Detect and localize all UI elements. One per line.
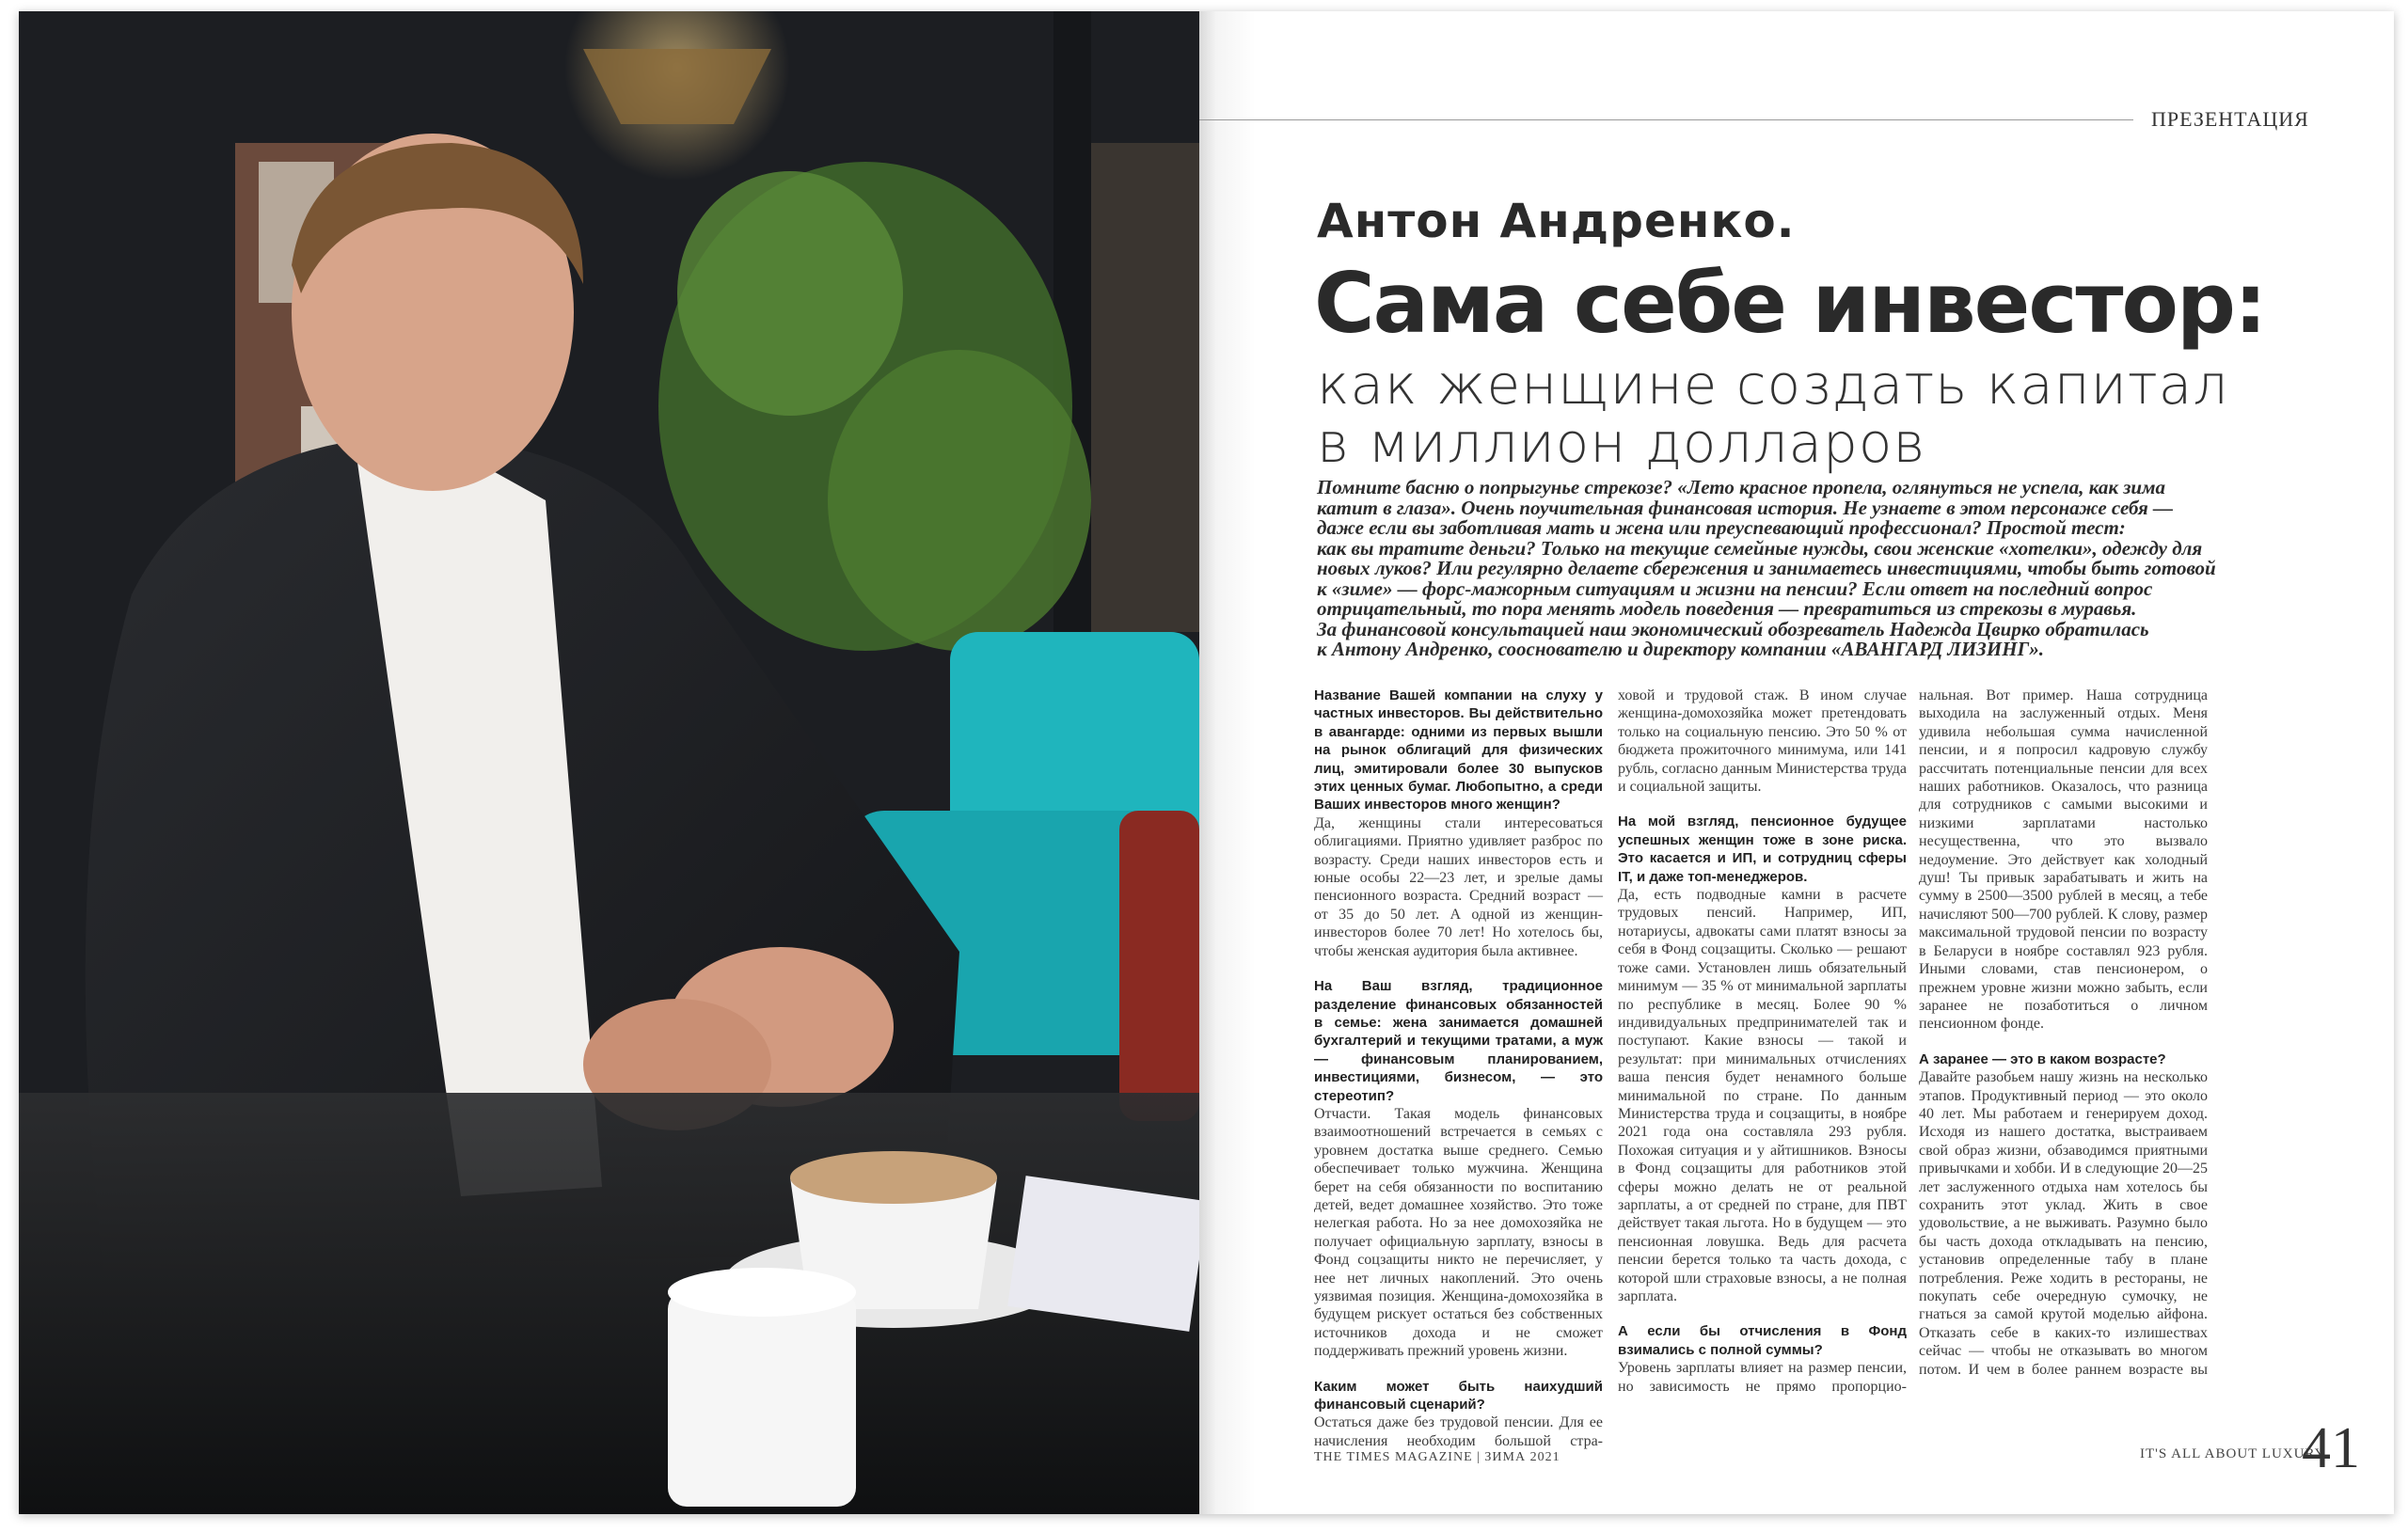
- footer-magazine: THE TIMES MAGAZINE | ЗИМА 2021: [1314, 1450, 1560, 1464]
- article-subtitle: [1317, 353, 2229, 475]
- interview-answer: Да, есть подводные камни в расчете трудовых пенсий. Например, ИП, нотариусы, адвокаты сами платят взносы за себя в Фонд соцзащиты. Сколько — решают тоже сами. Установлен лишь обязательный минимум — 35 % от минимальной зарплаты по республике в месяц. Более 90 % индивидуальных предпринимателей так и поступают. Какие взносы — такой и результат: при минимальных отчислениях ваша пенсия будет ненамного больше минимальной по стране. По данным Министерства труда и соцзащиты, в ноябре 2021 года она составляла 293 рубля. Похожая ситуация и у айтишников. Взносы в Фонд соцзащиты для работников этой сферы можно делать не от реальной зарплаты, а от средней по стране, для ПВТ действует такая льгота. Но в будущем — это пенсионная ловушка. Ведь для расчета пенсии берется только та часть дохода, с которой шли страховые взносы, а не полная зарплата.: [1618, 887, 1907, 1304]
- lead-line: как вы тратите деньги? Только на текущие семейные нужды, свои женские «хотелки», одежду для: [1317, 536, 2203, 560]
- article-page: [1199, 11, 2394, 1514]
- lead-line: к Антону Андренко, сооснователю и директору компании «АВАНГАРД ЛИЗИНГ».: [1317, 638, 2044, 660]
- interview-question: Каким может быть наихудший финансовый сценарий?: [1314, 1378, 1603, 1414]
- interview-question: А если бы отчисления в Фонд взимались с полной суммы?: [1618, 1323, 1907, 1358]
- text-column-1: [1314, 687, 1603, 1450]
- footer-slogan: IT'S ALL ABOUT LUXURY: [2140, 1446, 2326, 1461]
- text-column-3: [1919, 687, 2208, 1379]
- interview-question: На мой взгляд, пенсионное будущее успешных женщин тоже в зоне риска. Это касается и ИП, и сотрудниц сферы IT, и даже топ-менеджеров.: [1618, 813, 1907, 885]
- magazine-spread: [19, 11, 2394, 1514]
- interview-answer: Остаться даже без трудовой пенсии. Для ее начисления необходим большой стра-: [1314, 1414, 1603, 1449]
- interview-answer: Отчасти. Такая модель финансовых взаимоотношений встречается в семьях с уровнем достатка выше среднего. Семью обеспечивает только мужчина. Женщина берет на себя обязанности по воспитанию детей, ведет домашнее хозяйство. Это тоже нелегкая работа. Но за нее домохозяйка не получает официальную зарплату, взносы в Фонд соцзащиты никто не перечисляет, у нее нет личных накоплений. Это очень уязвимая позиция. Женщина-домохозяйка в будущем рискует остаться без собственных источников дохода и не сможет поддерживать прежний уровень жизни.: [1314, 1105, 1603, 1360]
- article-author: Антон Андренко.: [1317, 194, 1796, 248]
- interview-question: Название Вашей компании на слуху у частных инвесторов. Вы действительно в авангарде: одними из первых вышли на рынок облигаций для физических лиц, эмитировали более 30 выпусков этих ценных бумаг. Любопытно, а среди Ваших инвесторов много женщин?: [1314, 687, 1603, 813]
- header-rule: [1199, 119, 2133, 120]
- text-column-2: [1618, 687, 1907, 1396]
- interview-answer: нальная. Вот пример. Наша сотрудница выходила на заслуженный отдых. Меня удивила небольшая сумма начисленной пенсии, и я попросил кадровую службу рассчитать потенциальные пенсии для всех наших работников. Оказалось, что разница для сотрудников с самыми высокими и низкими зарплатами настолько несущественна, что это вызвало недоумение. Это действует как холодный душ! Ты привык зарабатывать и жить на сумму в 2500—3500 рублей в месяц, а тебе начисляют 500—700 рублей. К слову, размер максимальной трудовой пенсии по возрасту в Беларуси в ноябре составлял 923 рубля. Иными словами, став пенсионером, о прежнем уровне жизни можно забыть, если заранее не позаботиться о личном пенсионном фонде.: [1919, 687, 2208, 1033]
- article-lead: [1317, 478, 2333, 660]
- interview-answer: Да, женщины стали интересоваться облигациями. Приятно удивляет разброс по возрасту. Среди наших инвесторов есть и юные особы 22—23 лет, и зрелые дамы пенсионного возраста. Средний возраст — от 35 до 50 лет. А одной из женщин-инвесторов более 70 лет! Но хотелось бы, чтобы женская аудитория была активнее.: [1314, 814, 1603, 959]
- interview-answer: Уровень зарплаты влияет на размер пенсии, но зависимость не прямо пропорцио-: [1618, 1360, 1907, 1395]
- lead-line: даже если вы заботливая мать и жена или преуспевающий профессионал? Простой тест:: [1317, 516, 2126, 539]
- interview-question: А заранее — это в каком возрасте?: [1919, 1050, 2166, 1067]
- subtitle-line: как женщине создать капитал: [1317, 353, 2229, 417]
- sugar-bowl: [668, 1268, 856, 1507]
- lead-line: катит в глаза». Очень поучительная финансовая история. Не узнаете в этом персонаже себя —: [1317, 496, 2174, 519]
- interview-question: На Ваш взгляд, традиционное разделение финансовых обязанностей в семье: жена занимается домашней бухгалтерий и текущими тратами, а муж — финансовым планированием, инвестициями, бизнесом, — это стереотип?: [1314, 978, 1603, 1104]
- lead-line: к «зиме» — форс-мажорным ситуациям и жизни на пенсии? Если ответ на последний вопрос: [1317, 576, 2153, 600]
- lead-line: отрицательный, то пора менять модель поведения — превратиться из стрекозы в муравья.: [1317, 597, 2137, 620]
- lead-line: Помните басню о попрыгунье стрекозе? «Лето красное пропела, оглянуться не успела, как зима: [1317, 476, 2165, 498]
- article-title: Сама себе инвестор:: [1314, 255, 2266, 352]
- lead-line: За финансовой консультацией наш экономический обозреватель Надежда Цвирко обратилась: [1317, 617, 2149, 640]
- interview-answer: Давайте разобьем нашу жизнь на несколько этапов. Продуктивный период — это около 40 лет. Мы работаем и генерируем доход. Исходя из нашего достатка, выстраиваем свой образ жизни, обзаводимся приятными привычками и хобби. И в следующие 20—25 лет заслуженного отдыха нам хотелось бы сохранить этот уклад. Жить в свое удовольствие, а не выживать. Разумно было бы часть дохода откладывать на пенсию, установив определенные табу в плане потребления. Реже ходить в рестораны, не покупать себе очередную сумочку, не гнаться за самой крутой моделью айфона. Отказать себе в каких-то излишествах сейчас — чтобы не отказывать во многом потом. И чем в более раннем возрасте вы: [1919, 1069, 2208, 1378]
- subtitle-line: в миллион долларов: [1317, 411, 1926, 475]
- page-number: 41: [2302, 1416, 2360, 1480]
- lead-line: новых луков? Или регулярно делаете сбережения и занимаетесь инвестициями, чтобы быть готовой: [1317, 557, 2216, 579]
- interview-answer: ховой и трудовой стаж. В ином случае женщина-домохозяйка может претендовать только на социальную пенсию. Это 50 % от бюджета прожиточного минимума, или 141 рубль, согласно данным Министерства труда и социальной защиты.: [1618, 687, 1907, 796]
- section-label: ПРЕЗЕНТАЦИЯ: [2151, 107, 2309, 131]
- portrait-photo: [19, 11, 1199, 1514]
